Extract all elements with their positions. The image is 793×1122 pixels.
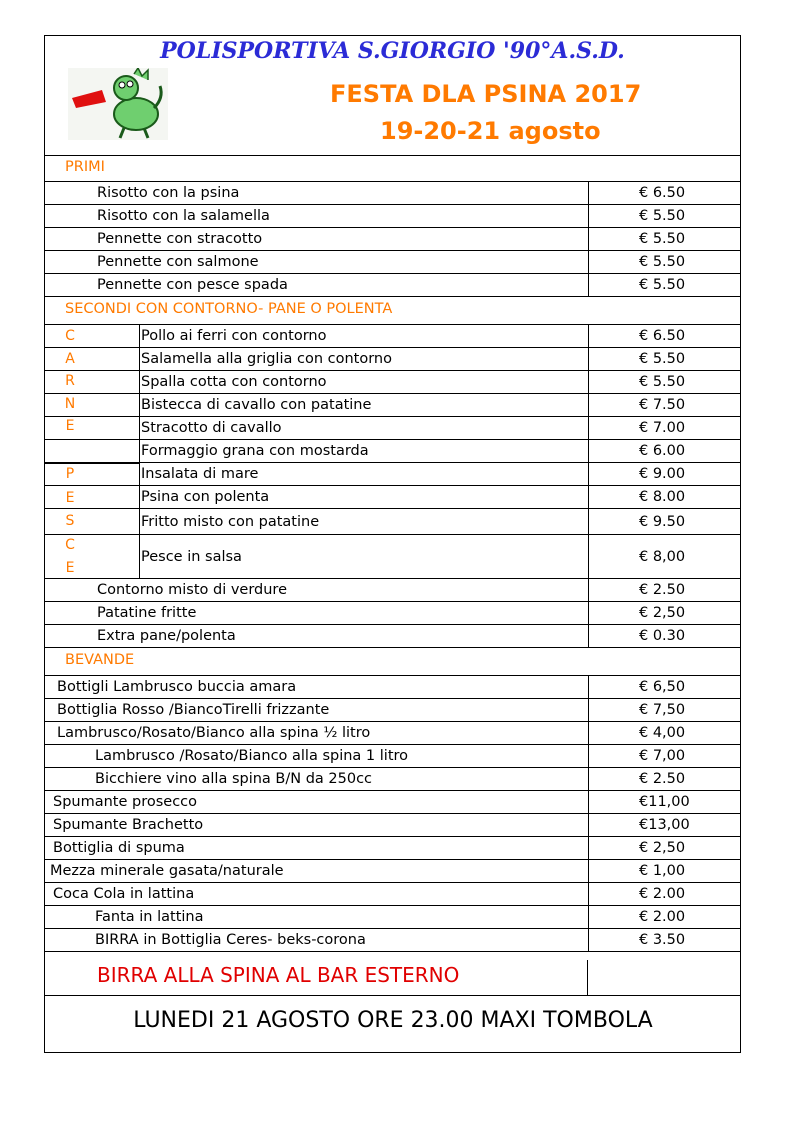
item-name: Bottiglia Rosso /BiancoTirelli frizzante <box>57 702 330 718</box>
bar-note: BIRRA ALLA SPINA AL BAR ESTERNO <box>97 963 460 987</box>
menu-item <box>45 722 741 745</box>
menu-item <box>45 625 741 648</box>
divider <box>587 960 588 996</box>
category-letter: E <box>65 560 75 576</box>
item-name: Pollo ai ferri con contorno <box>141 328 327 344</box>
item-price: € 6.50 <box>588 182 741 205</box>
item-name: Stracotto di cavallo <box>141 420 282 436</box>
item-name: Pesce in salsa <box>141 549 242 565</box>
category-letter: E <box>65 489 75 506</box>
dragon-logo <box>68 68 168 140</box>
item-name: Pennette con stracotto <box>97 231 263 247</box>
item-price: € 6.00 <box>588 440 741 463</box>
menu-item <box>45 371 741 394</box>
item-name: Bicchiere vino alla spina B/N da 250cc <box>95 771 373 787</box>
item-name: Extra pane/polenta <box>97 628 236 644</box>
item-price: € 7,50 <box>588 699 741 722</box>
festival-dates: 19-20-21 agosto <box>380 117 601 145</box>
menu-item <box>45 579 741 602</box>
item-name: Coca Cola in lattina <box>53 886 195 902</box>
item-price: € 5.50 <box>588 371 741 394</box>
menu-item <box>45 325 741 348</box>
menu-item <box>45 348 741 371</box>
item-name: Bottigli Lambrusco buccia amara <box>57 679 297 695</box>
item-name: Spumante Brachetto <box>53 817 204 833</box>
menu-item <box>45 228 741 251</box>
club-name: POLISPORTIVA S.GIORGIO '90°A.S.D. <box>160 38 625 64</box>
item-price: € 9.00 <box>588 463 741 486</box>
menu-item <box>45 486 741 509</box>
section-header <box>45 155 741 182</box>
item-price: € 5.50 <box>588 251 741 274</box>
menu-item <box>45 535 741 579</box>
item-price: € 7,00 <box>588 745 741 768</box>
item-price: € 7.50 <box>588 394 741 417</box>
menu-item <box>45 883 741 906</box>
item-price: € 3.50 <box>588 929 741 952</box>
item-price: € 0.30 <box>588 625 741 648</box>
item-name: Fanta in lattina <box>95 909 204 925</box>
item-name: Risotto con la psina <box>97 185 240 201</box>
menu-item <box>45 463 741 486</box>
menu-item <box>45 417 741 440</box>
menu-item <box>45 394 741 417</box>
category-letter: C <box>65 328 75 344</box>
section-label: SECONDI CON CONTORNO- PANE O POLENTA <box>65 301 393 317</box>
item-price: € 1,00 <box>588 860 741 883</box>
menu-item <box>45 676 741 699</box>
menu-item <box>45 205 741 228</box>
section-header <box>45 297 741 325</box>
item-name: Spumante prosecco <box>53 794 198 810</box>
menu-item <box>45 251 741 274</box>
item-price: € 4,00 <box>588 722 741 745</box>
item-name: Psina con polenta <box>141 489 270 505</box>
category-letter: P <box>65 466 75 482</box>
item-price: € 5.50 <box>588 348 741 371</box>
category-letter: E <box>65 418 75 434</box>
menu-item <box>45 274 741 297</box>
menu-item <box>45 699 741 722</box>
menu-item <box>45 182 741 205</box>
menu-item <box>45 929 741 952</box>
festival-title: FESTA DLA PSINA 2017 <box>330 80 642 108</box>
divider <box>45 463 139 464</box>
item-name: BIRRA in Bottiglia Ceres- beks-corona <box>95 932 366 948</box>
item-price: € 8.00 <box>588 486 741 509</box>
item-price: € 2.00 <box>588 906 741 929</box>
item-name: Formaggio grana con mostarda <box>141 443 369 459</box>
item-name: Pennette con salmone <box>97 254 259 270</box>
item-name: Spalla cotta con contorno <box>141 374 327 390</box>
menu-item <box>45 745 741 768</box>
item-price: € 2,50 <box>588 602 741 625</box>
item-price: €11,00 <box>588 791 741 814</box>
category-letter: A <box>65 350 75 367</box>
tombola-notice: LUNEDI 21 AGOSTO ORE 23.00 MAXI TOMBOLA <box>133 1008 653 1033</box>
item-price: € 5.50 <box>588 228 741 251</box>
menu-item <box>45 602 741 625</box>
menu-item <box>45 906 741 929</box>
item-price: € 2,50 <box>588 837 741 860</box>
item-price: € 6.50 <box>588 325 741 348</box>
item-name: Mezza minerale gasata/naturale <box>50 863 284 879</box>
category-letter: R <box>65 373 75 389</box>
item-name: Bistecca di cavallo con patatine <box>141 397 372 413</box>
item-name: Salamella alla griglia con contorno <box>141 351 392 367</box>
menu-item <box>45 860 741 883</box>
item-name: Bottiglia di spuma <box>53 840 185 856</box>
divider <box>45 995 741 996</box>
item-name: Risotto con la salamella <box>97 208 270 224</box>
item-name: Patatine fritte <box>97 605 197 621</box>
menu-item <box>45 509 741 535</box>
item-price: € 5.50 <box>588 274 741 297</box>
item-price: € 9.50 <box>588 509 741 535</box>
item-price: € 7.00 <box>588 417 741 440</box>
menu-item <box>45 837 741 860</box>
item-price: € 5.50 <box>588 205 741 228</box>
item-name: Lambrusco /Rosato/Bianco alla spina 1 litro <box>95 748 409 764</box>
section-label: PRIMI <box>65 159 105 175</box>
divider <box>139 325 140 579</box>
item-name: Contorno misto di verdure <box>97 582 288 598</box>
category-letter: S <box>65 513 75 529</box>
category-letter: N <box>64 395 76 412</box>
item-price: €13,00 <box>588 814 741 837</box>
item-price: € 8,00 <box>588 535 741 579</box>
category-letter: C <box>65 536 75 553</box>
menu-item <box>45 814 741 837</box>
menu-item <box>45 440 741 463</box>
item-name: Lambrusco/Rosato/Bianco alla spina ½ litro <box>57 725 371 741</box>
item-price: € 2.50 <box>588 768 741 791</box>
item-name: Fritto misto con patatine <box>141 514 320 530</box>
item-price: € 6,50 <box>588 676 741 699</box>
item-price: € 2.00 <box>588 883 741 906</box>
menu-item <box>45 768 741 791</box>
menu-item <box>45 791 741 814</box>
item-name: Pennette con pesce spada <box>97 277 288 293</box>
item-price: € 2.50 <box>588 579 741 602</box>
section-label: BEVANDE <box>65 652 135 668</box>
section-header <box>45 648 741 676</box>
item-name: Insalata di mare <box>141 466 259 482</box>
